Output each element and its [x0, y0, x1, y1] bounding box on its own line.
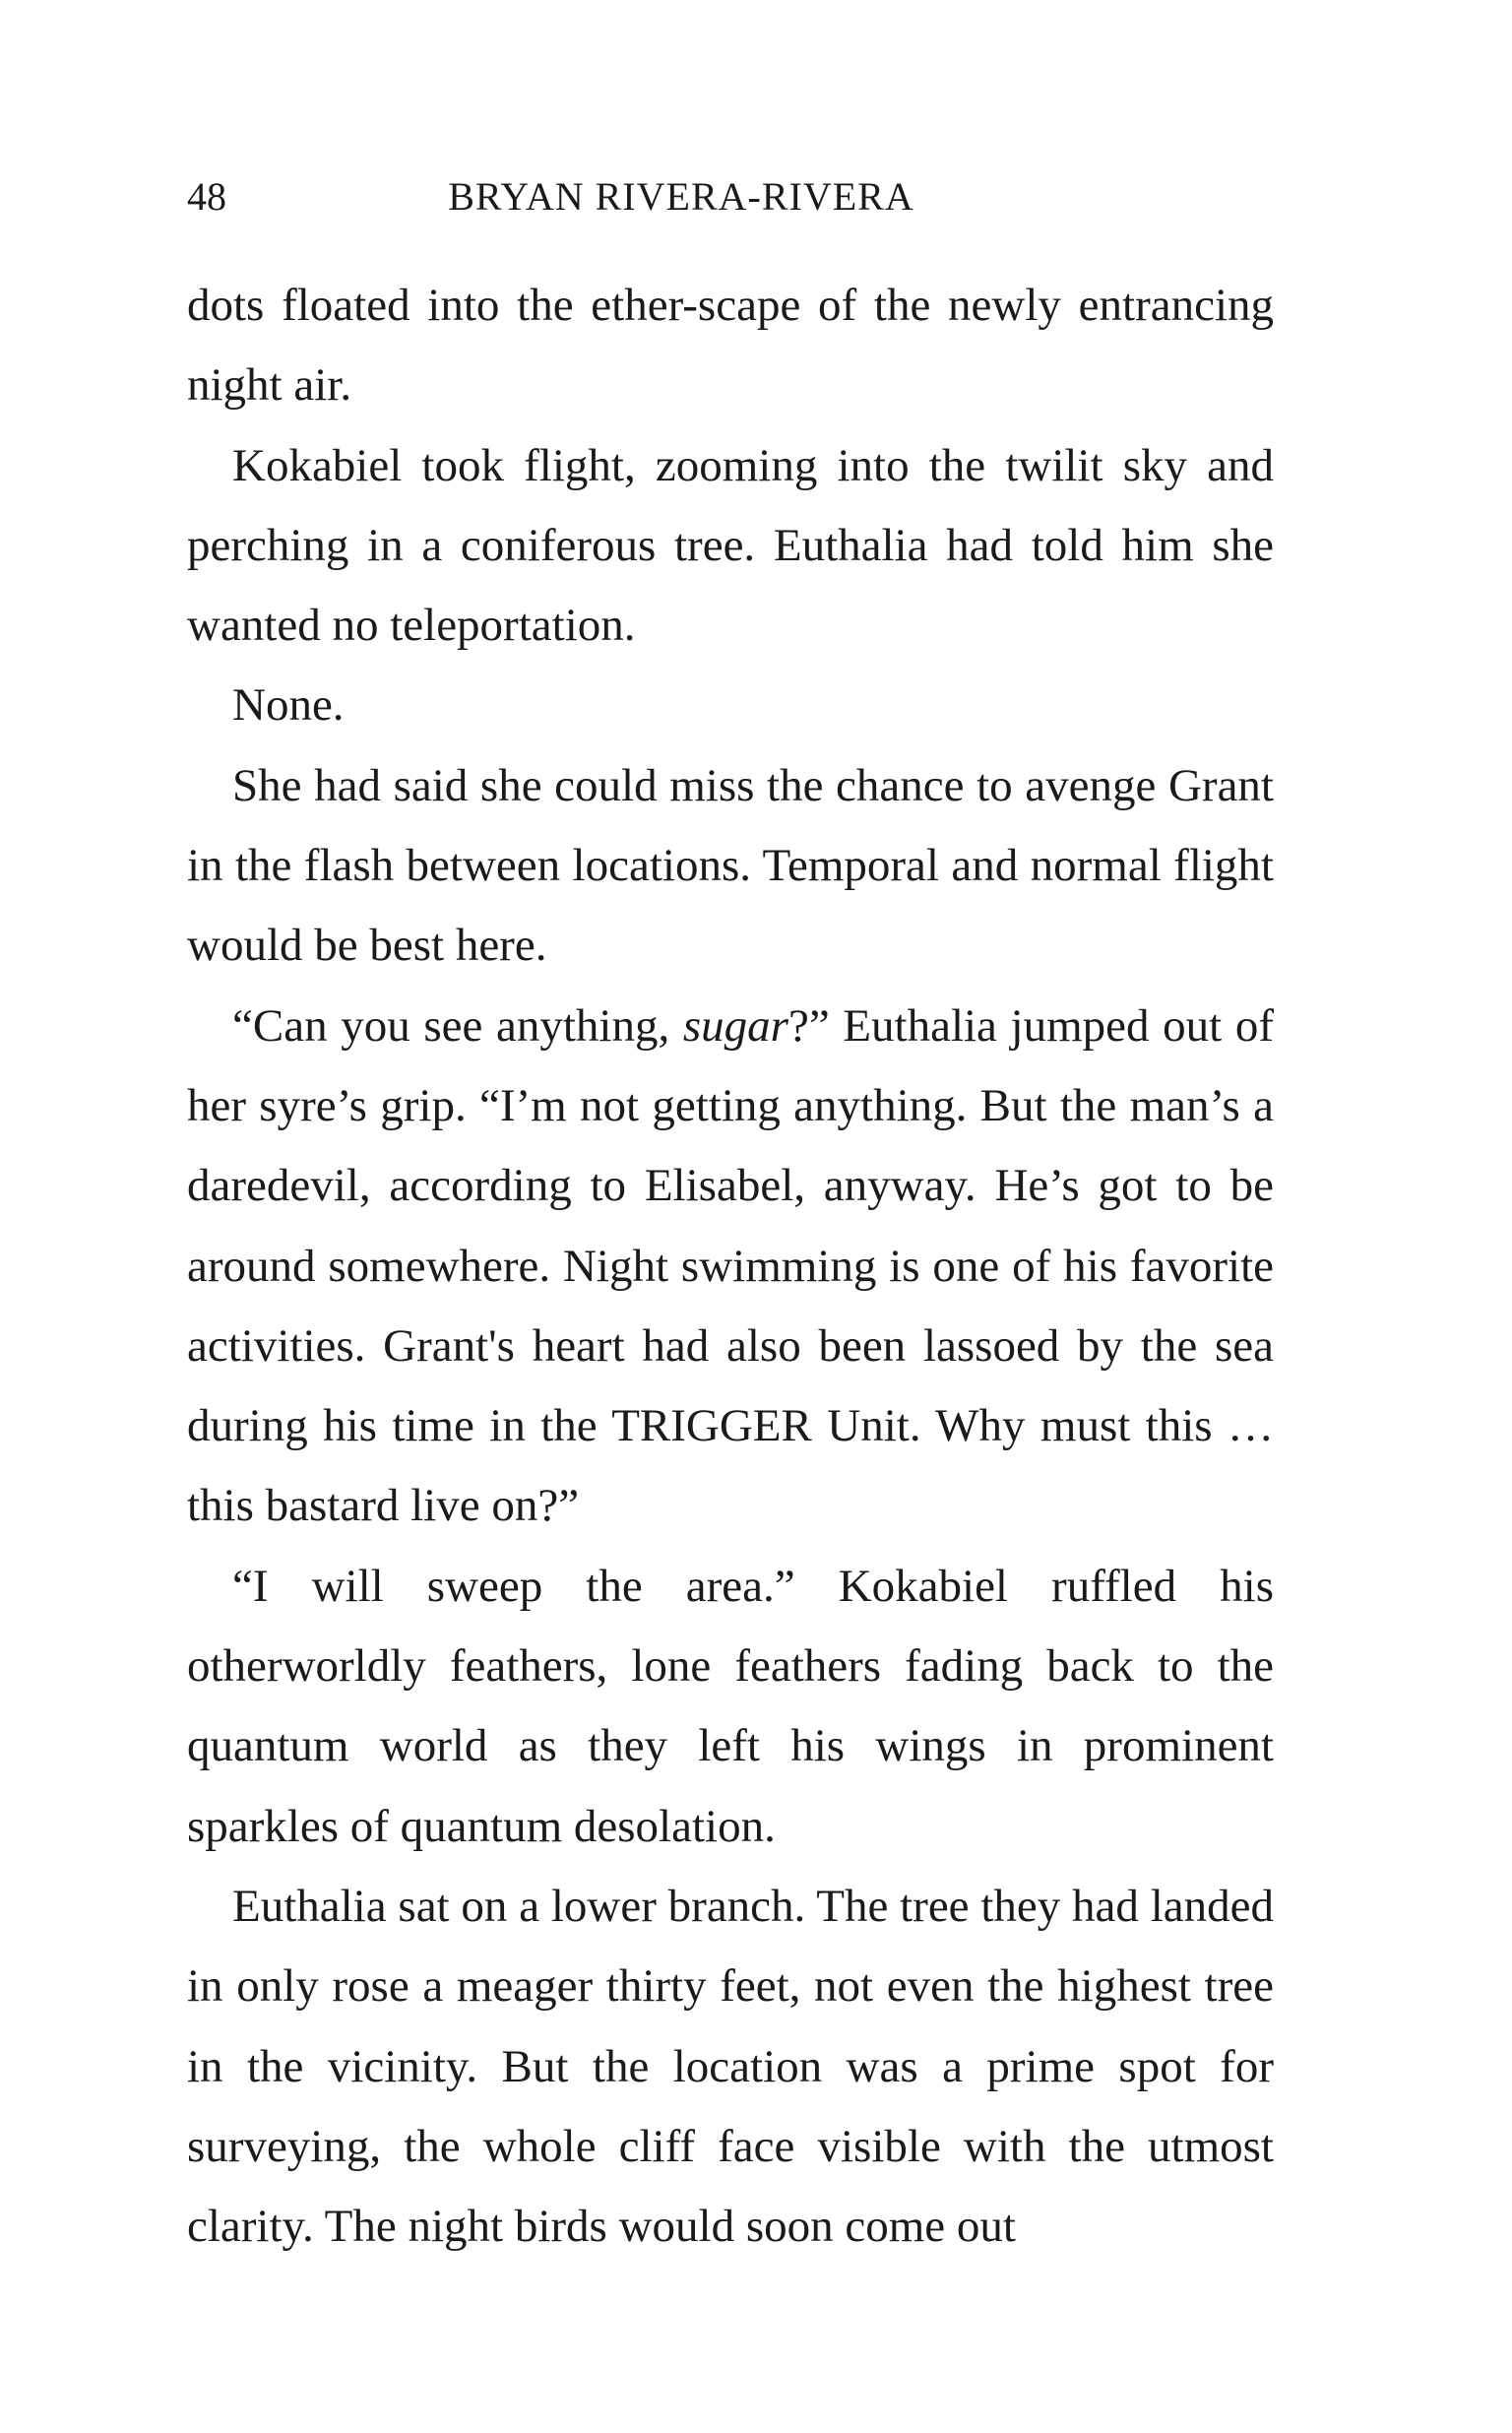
body-text	[187, 266, 1274, 2267]
paragraph-lower-branch: Euthalia sat on a lower branch. The tree they had landed in only rose a meager thirty feet, not even the highest tree in the vicinity. But the location was a prime spot for surveying, the whole cliff face visible with the utmost clarity. The night birds would soon come out	[187, 1880, 1274, 2253]
dialogue-start: “Can you see anything,	[232, 999, 683, 1052]
running-head	[187, 167, 1274, 226]
running-title: BRYAN RIVERA-RIVERA	[448, 174, 914, 219]
paragraph-can-you-see	[187, 987, 1274, 1547]
book-page	[187, 167, 1274, 2267]
italic-word: sugar	[682, 999, 788, 1052]
paragraph-kokabiel-flight: Kokabiel took flight, zooming into the twilit sky and perching in a coniferous tree. Euthalia had told him she wanted no teleportation.	[187, 439, 1274, 652]
paragraph-none: None.	[232, 679, 345, 732]
page-number: 48	[187, 174, 226, 219]
paragraph-continuation: dots floated into the ether-scape of the newly entrancing night air.	[187, 280, 1274, 412]
paragraph-sweep-area: “I will sweep the area.” Kokabiel ruffled his otherworldly feathers, lone feathers fading back to the quantum world as they left his wings in prominent sparkles of quantum desolation.	[187, 1560, 1274, 1852]
dialogue-rest: ?” Euthalia jumped out of her syre’s grip. “I’m not getting anything. But the man’s a daredevil, according to Elisabel, anyway. He’s got to be around somewhere. Night swimming is one of his favorite activities. Grant's heart had also been lassoed by the sea during his time in the TRIGGER Unit. Why must this … this bastard live on?”	[187, 999, 1275, 1532]
paragraph-avenge-grant: She had said she could miss the chance to avenge Grant in the flash between locations. Temporal and normal flight would be best here.	[187, 759, 1274, 972]
